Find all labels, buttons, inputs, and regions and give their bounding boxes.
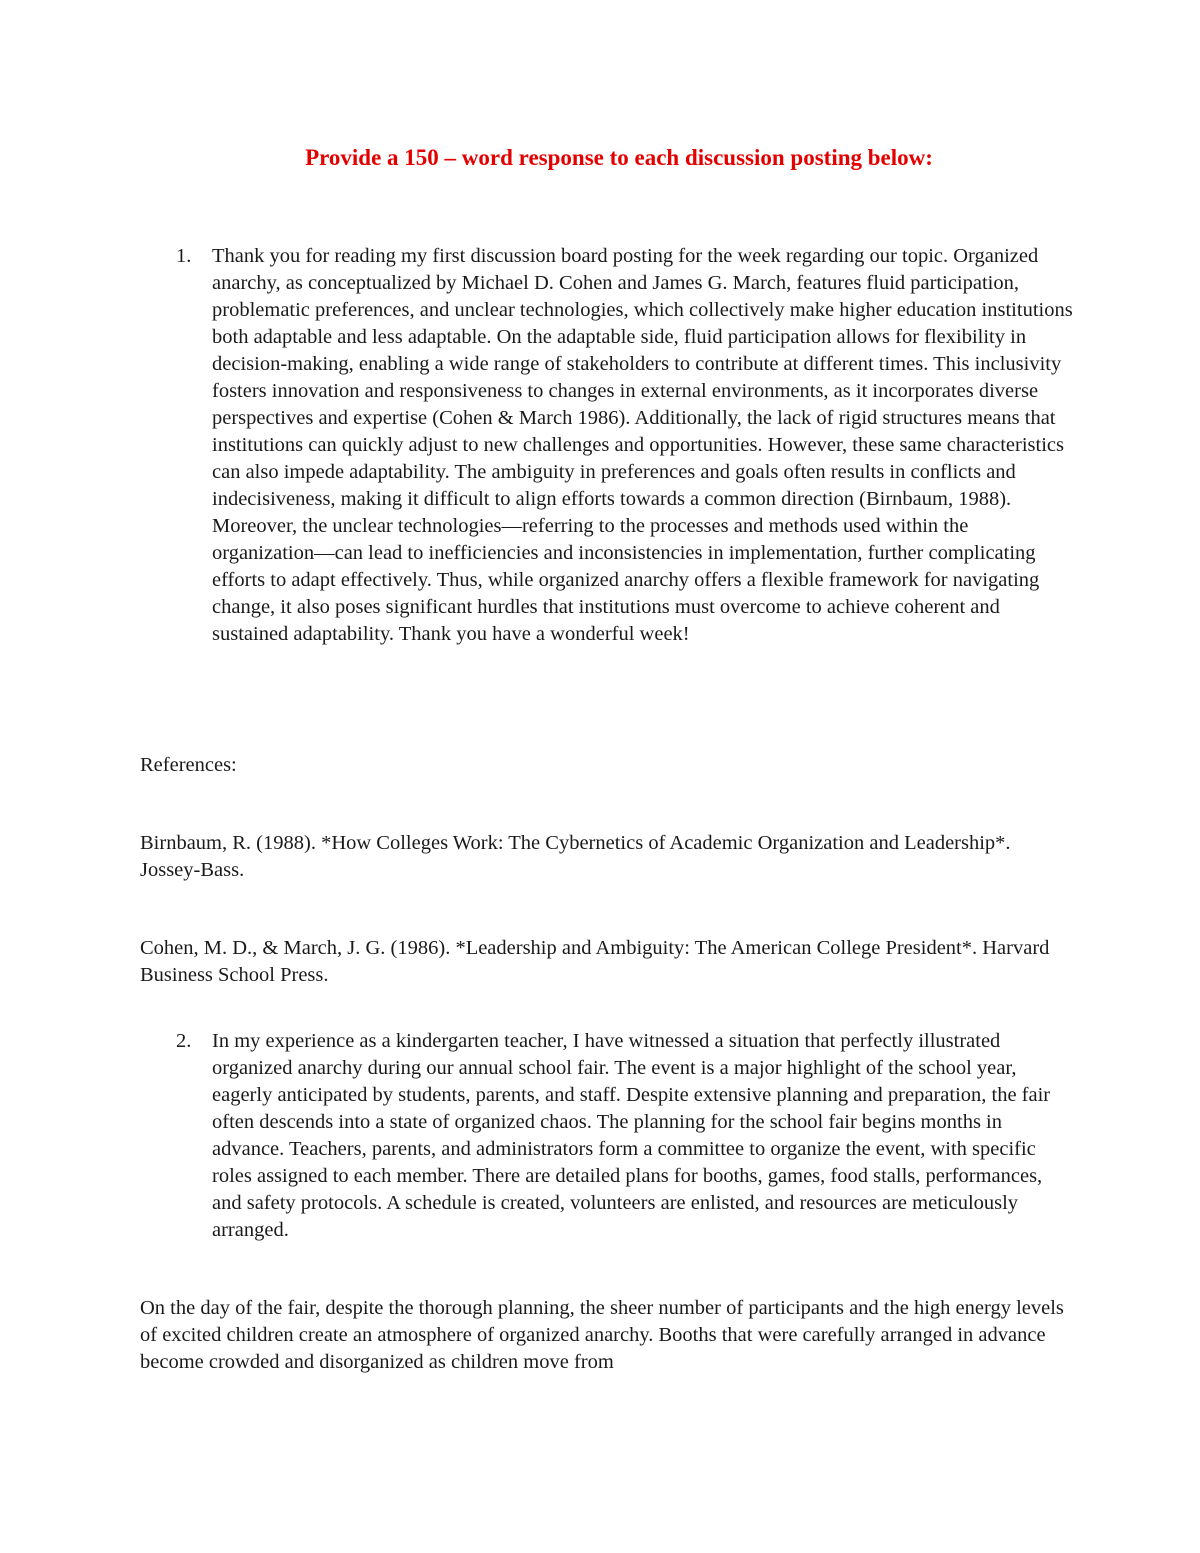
reference-cohen-march: Cohen, M. D., & March, J. G. (1986). *Leadership and Ambiguity: The American College President*. Harvard Business School Press.: [140, 937, 1050, 986]
discussion-posting-1: Thank you for reading my first discussion board posting for the week regarding our topic. Organized anarchy, as conceptualized by Michael D. Cohen and James G. March, features fluid participation, problematic preferences, and unclear technologies, which collectively make higher education institutions both adaptable and less adaptable. On the adaptable side, fluid participation allows for flexibility in decision-making, enabling a wide range of stakeholders to contribute at different times. This inclusivity fosters innovation and responsiveness to changes in external environments, as it incorporates diverse perspectives and expertise (Cohen & March 1986). Additionally, the lack of rigid structures means that institutions can quickly adjust to new challenges and opportunities. However, these same characteristics can also impede adaptability. The ambiguity in preferences and goals often results in conflicts and indecisiveness, making it difficult to align efforts towards a common direction (Birnbaum, 1988). Moreover, the unclear technologies—referring to the processes and methods used within the organization—can lead to inefficiencies and inconsistencies in implementation, further complicating efforts to adapt effectively. Thus, while organized anarchy offers a flexible framework for navigating change, it also poses significant hurdles that institutions must overcome to achieve coherent and sustained adaptability. Thank you have a wonderful week!: [212, 245, 1073, 645]
discussion-posting-2: In my experience as a kindergarten teacher, I have witnessed a situation that perfectly illustrated organized anarchy during our annual school fair. The event is a major highlight of the school year, eagerly anticipated by students, parents, and staff. Despite extensive planning and preparation, the fair often descends into a state of organized chaos. The planning for the school fair begins months in advance. Teachers, parents, and administrators form a committee to organize the event, with specific roles assigned to each member. There are detailed plans for booths, games, food stalls, performances, and safety protocols. A schedule is created, volunteers are enlisted, and resources are meticulously arranged.: [212, 1030, 1051, 1241]
page-title: Provide a 150 – word response to each discussion posting below:: [305, 145, 933, 170]
closing-paragraph: On the day of the fair, despite the thorough planning, the sheer number of participants and the high energy levels of excited children create an atmosphere of organized anarchy. Booths that were carefully arranged in advance become crowded and disorganized as children move from: [140, 1297, 1064, 1373]
reference-birnbaum: Birnbaum, R. (1988). *How Colleges Work: The Cybernetics of Academic Organization and Leadership*. Jossey-Bass.: [140, 832, 1011, 881]
references-heading: References:: [140, 754, 237, 776]
list-number-2: 2.: [176, 1030, 192, 1052]
list-number-1: 1.: [176, 245, 192, 267]
